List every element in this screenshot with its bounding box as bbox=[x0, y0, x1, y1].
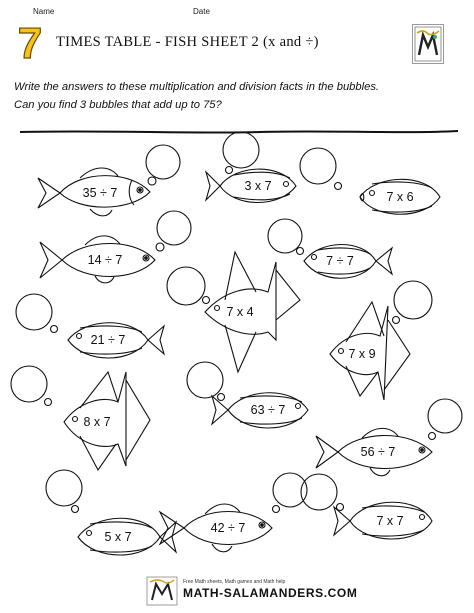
instruction-line-1: Write the answers to these multiplication and division facts in the bubbles. bbox=[14, 81, 380, 93]
fish-label-1: 35 ÷ 7 bbox=[82, 186, 118, 200]
bubble-11 bbox=[428, 399, 462, 433]
page-title: TIMES TABLE - FISH SHEET 2 (x and ÷) bbox=[56, 34, 319, 50]
fish-label-10: 63 ÷ 7 bbox=[250, 403, 286, 417]
salamander-footer-icon bbox=[146, 576, 178, 606]
bubble-1 bbox=[146, 145, 180, 179]
fish-label-8: 7 x 9 bbox=[348, 347, 376, 361]
footer-brand: MATH-SALAMANDERS.COM bbox=[183, 586, 358, 600]
fish-label-5: 7 ÷ 7 bbox=[326, 254, 354, 268]
fish-label-4: 14 ÷ 7 bbox=[87, 253, 123, 267]
bubble-3 bbox=[300, 148, 336, 184]
footer-tagline: Free Math sheets, Math games and Math help bbox=[183, 579, 286, 585]
fish-label-7: 21 ÷ 7 bbox=[90, 333, 126, 347]
fish-label-13: 5 x 7 bbox=[104, 530, 132, 544]
fish-label-14: 7 x 7 bbox=[376, 514, 404, 528]
fish-label-2: 3 x 7 bbox=[244, 179, 272, 193]
bubble-5 bbox=[268, 219, 302, 253]
bubble-13 bbox=[46, 470, 82, 506]
fish-label-3: 7 x 6 bbox=[386, 190, 414, 204]
bubble-8 bbox=[394, 281, 432, 319]
fish-label-11: 56 ÷ 7 bbox=[360, 445, 396, 459]
seven-glyph: 7 bbox=[17, 22, 43, 62]
bubble-7 bbox=[16, 294, 52, 330]
name-label: Name bbox=[33, 7, 55, 16]
instruction-line-2: Can you find 3 bubbles that add up to 75? bbox=[14, 99, 222, 111]
bubble-6 bbox=[167, 267, 205, 305]
bubble-2 bbox=[223, 132, 259, 168]
fish-label-9: 8 x 7 bbox=[83, 415, 111, 429]
fish-label-12: 42 ÷ 7 bbox=[210, 521, 246, 535]
date-label: Date bbox=[193, 7, 210, 16]
bubble-9 bbox=[11, 366, 47, 402]
bubble-10 bbox=[187, 362, 223, 398]
bubble-4 bbox=[157, 211, 191, 245]
bubble-12 bbox=[273, 473, 307, 507]
fish-label-6: 7 x 4 bbox=[226, 305, 254, 319]
